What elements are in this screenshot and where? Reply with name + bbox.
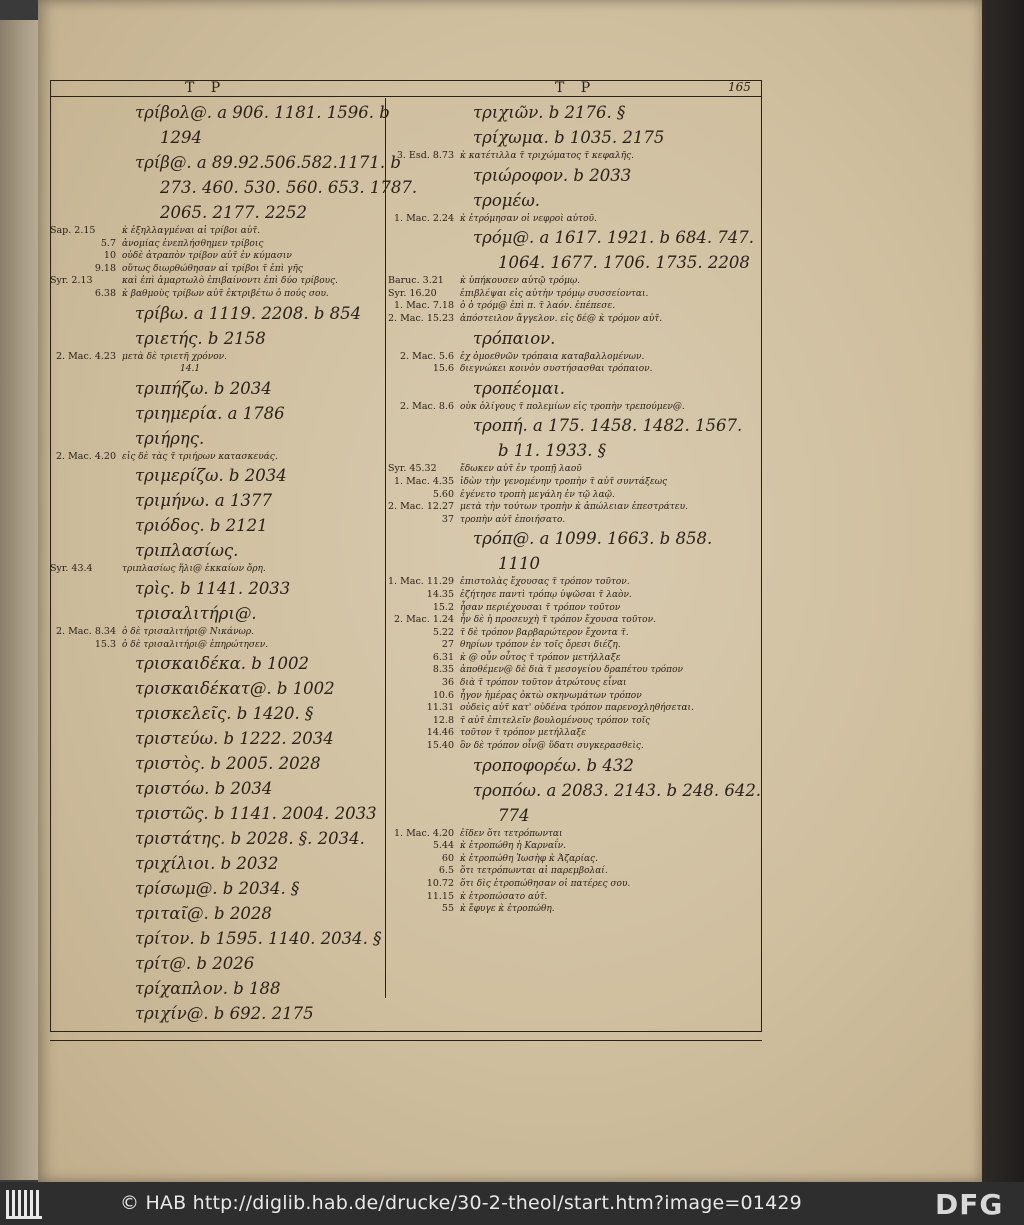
citation-text: θηρίων τρόπον ἐν τοῖς ὄρεσι διέζη. (460, 640, 621, 651)
index-headword (50, 851, 390, 876)
index-headword (50, 801, 390, 826)
citation-text: οὐδὲ ἀτραπὸν τρίβον αὐτ̃ ἐν κύμασιν (122, 251, 292, 262)
citation-reference: 55 (441, 903, 454, 915)
citation-reference: 15.2 (432, 601, 454, 613)
index-headword (388, 753, 728, 778)
citation-line (388, 602, 728, 615)
citation-line (388, 275, 728, 288)
index-headword (50, 125, 390, 150)
citation-line (388, 489, 728, 502)
citation-text: τροπὴν αὐτ̃ ἐποιήσατο. (460, 514, 566, 525)
citation-reference: 5.22 (432, 626, 454, 638)
index-headword (388, 100, 728, 125)
citation-reference: 6.38 (94, 287, 116, 299)
citation-reference: 11.15 (426, 890, 454, 902)
citation-line (388, 840, 728, 853)
citation-reference: 2. Mac. 1.24 (394, 614, 454, 626)
index-headword (50, 401, 390, 426)
index-headword (50, 826, 390, 851)
index-headword (50, 951, 390, 976)
headword-text: τριχίλιοι. b 2032 (135, 854, 279, 874)
headword-text: τριμήνω. a 1377 (135, 491, 272, 511)
citation-reference: 1. Mac. 11.29 (388, 576, 455, 588)
citation-reference: 3. Esd. 8.73 (396, 150, 454, 161)
headword-text: τριήρης. (135, 428, 205, 448)
headword-text: τρισκελεῖς. b 1420. § (135, 704, 314, 724)
citation-reference: 2. Mac. 8.6 (400, 400, 454, 412)
citation-text: ἦν δὲ ἡ προσευχὴ τ̃ τρόπον ἔχουσα τοῦτον. (460, 615, 656, 626)
citation-reference: 2. Mac. 12.27 (388, 501, 455, 513)
index-headword (388, 125, 728, 150)
citation-text: ἐζήτησε παντὶ τρόπῳ ὑψῶσαι τ̃ λαὸν. (460, 589, 632, 600)
headword-text: τρισαλιτήρι@. (135, 603, 257, 623)
book-edge (982, 0, 1024, 1182)
index-headword (388, 163, 728, 188)
index-headword (50, 376, 390, 401)
headword-text: τριώροφον. b 2033 (473, 165, 632, 185)
headword-text: 1294 (160, 128, 202, 147)
citation-line (388, 514, 728, 527)
citation-reference: 5.44 (432, 840, 454, 852)
running-head-left: T P (185, 80, 227, 96)
headword-text: 1110 (498, 554, 540, 574)
index-headword (50, 463, 390, 488)
citation-text: οὐκ ὀλίγους τ̃ πολεμίων εἰς τροπὴν τρεπούμεν@. (460, 401, 685, 412)
citation-line (388, 288, 728, 301)
headword-text: τριστῶς. b 1141. 2004. 2033 (135, 804, 377, 824)
copyright-url[interactable]: © HAB http://diglib.hab.de/drucke/30-2-theol/start.htm?image=01429 (120, 1192, 802, 1214)
index-headword (388, 526, 728, 551)
citation-text: εἰς δὲ τὰς τ̃ τριήρων κατασκευάς. (122, 451, 278, 462)
citation-line (388, 853, 728, 866)
index-headword (50, 175, 418, 200)
index-headword (50, 150, 401, 175)
citation-line (50, 626, 390, 639)
citation-text: τ̃ αὐτ̃ ἐπιτελεῖν βουλομένους τρόπον τοῖς (460, 715, 651, 726)
index-headword (50, 513, 390, 538)
citation-text: κ̀ ὑπήκουσεν αὐτῷ τρόμῳ. (460, 276, 581, 287)
index-headword (50, 776, 390, 801)
headword-text: 1064. 1677. 1706. 1735. 2208 (498, 253, 750, 273)
citation-text: οὕτως διωρθώθησαν αἱ τρίβοι τ̃ ἐπὶ γῆς (122, 263, 303, 274)
index-headword (50, 976, 390, 1001)
citation-text: 14.1 (180, 364, 201, 375)
citation-reference: 12.8 (432, 714, 454, 726)
citation-reference: Syr. 16.20 (388, 287, 437, 299)
citation-text: ἰδὼν τὴν γενομένην τροπὴν τ̃ αὐτ̃ συντάξεως (460, 476, 668, 487)
citation-reference: 14.35 (426, 588, 454, 600)
citation-line (388, 213, 728, 226)
index-headword (388, 376, 728, 401)
headword-text: τρομέω. (473, 190, 541, 210)
page-number: 165 (728, 80, 751, 94)
citation-text: τοῦτον τ̃ τρόπον μετήλλαξε (460, 728, 587, 739)
citation-line (50, 639, 390, 652)
citation-line (388, 300, 728, 313)
index-headword (50, 200, 390, 225)
citation-text: τ̃ δὲ τρόπον βαρβαρώτερον ἔχοντα τ̃. (460, 627, 629, 638)
citation-line (388, 652, 728, 665)
citation-reference: 2. Mac. 8.34 (56, 625, 116, 637)
index-headword (50, 901, 390, 926)
citation-text: κ̀ ἐτροπώσατο αὐτ̃. (460, 891, 548, 902)
headword-text: τρόπ@. a 1099. 1663. b 858. (473, 529, 713, 549)
citation-text: ἦσαν περιέχουσαι τ̃ τρόπον τοῦτον (460, 602, 621, 613)
citation-line (388, 677, 728, 690)
citation-reference: 14.46 (426, 727, 454, 739)
citation-text: ὃν δὲ τρόπον οἶν@ ὕδατι συγκερασθεὶς. (460, 741, 644, 752)
index-headword (388, 438, 728, 463)
index-headword (50, 926, 390, 951)
citation-text: ὅτι δὶς ἐτροπώθησαν οἱ πατέρες σου. (460, 879, 631, 889)
citation-line (388, 150, 728, 163)
index-headword (50, 1001, 390, 1026)
headword-text: 2065. 2177. 2252 (160, 203, 307, 222)
citation-reference: 15.6 (432, 363, 454, 375)
citation-text: ὁ δὲ τρισαλιτήρι@ Νικάνωρ. (122, 626, 255, 637)
headword-text: b 11. 1933. § (498, 441, 607, 461)
index-headword (50, 876, 390, 901)
citation-reference: Syr. 2.13 (50, 275, 93, 287)
index-headword (50, 676, 390, 701)
citation-line (388, 463, 728, 476)
citation-reference: 10 (103, 250, 116, 262)
headword-text: τροποφορέω. b 432 (473, 755, 634, 775)
headword-text: τρίβολ@. a 906. 1181. 1596. b (135, 103, 390, 122)
citation-line (388, 576, 728, 589)
headword-text: τριχιῶν. b 2176. § (473, 103, 626, 122)
index-headword (50, 651, 390, 676)
headword-text: τριταῖ@. b 2028 (135, 904, 272, 924)
citation-reference: 27 (441, 639, 454, 651)
citation-text: διὰ τ̃ τρόπον τοῦτον ἀτρώτους εἶναι (460, 678, 627, 689)
citation-text: καὶ ἐπὶ ἁμαρτωλὸ ἐπιβαίνοντι ἐπὶ δύο τρίβους. (122, 276, 339, 287)
citation-reference: 1. Mac. 4.35 (394, 475, 454, 487)
citation-reference: 60 (441, 852, 454, 864)
citation-line (388, 878, 728, 891)
citation-line (388, 740, 728, 753)
headword-text: τρισκαιδέκα. b 1002 (135, 654, 310, 674)
bottom-rule (50, 1040, 762, 1041)
index-headword (388, 551, 728, 576)
citation-line (388, 351, 728, 364)
citation-line (388, 639, 728, 652)
headword-text: τριστόω. b 2034 (135, 779, 273, 799)
citation-reference: Sap. 2.15 (50, 225, 96, 236)
citation-line (50, 288, 390, 301)
index-headword (50, 726, 390, 751)
citation-reference: 2. Mac. 4.20 (56, 450, 116, 462)
index-headword (50, 601, 390, 626)
index-headword (50, 488, 390, 513)
citation-reference: 15.40 (426, 740, 454, 752)
index-headword (50, 326, 390, 351)
citation-text: ἀπόστειλον ἄγγελον. εἰς δέ@ κ̀ τρόμον αὐτ̃. (460, 313, 663, 324)
citation-line (50, 351, 390, 364)
footer-bar (0, 1182, 1024, 1225)
citation-line (388, 501, 728, 514)
citation-line (50, 250, 390, 263)
citation-reference: 5.7 (100, 237, 116, 249)
citation-text: ἀνομίας ἐνεπλήσθημεν τρίβοις (122, 238, 264, 249)
index-headword (50, 100, 390, 125)
headword-text: τριμερίζω. b 2034 (135, 466, 287, 486)
citation-reference: 1. Mac. 4.20 (394, 827, 454, 839)
citation-line (50, 263, 390, 276)
index-headword (388, 225, 755, 250)
citation-reference: 36 (441, 677, 454, 689)
headword-text: τριστεύω. b 1222. 2034 (135, 729, 334, 749)
index-headword (50, 426, 390, 451)
headword-text: τριστάτης. b 2028. §. 2034. (135, 829, 365, 849)
citation-line (388, 903, 728, 916)
citation-text: κ̀ ἐτρόμησαν οἱ νεφροὶ αὐτοῦ. (460, 213, 597, 224)
citation-line (388, 865, 728, 878)
citation-text: ὁ ὁ τρόμ@ ἐπὶ π. τ̃ λαόν. ἐπέπεσε. (460, 301, 616, 312)
citation-line (388, 715, 728, 728)
citation-line (388, 589, 728, 602)
headword-text: τρίσωμ@. b 2034. § (135, 879, 300, 899)
index-headword (388, 413, 743, 438)
index-headword (388, 803, 728, 828)
headword-text: τριπλασίως. (135, 541, 239, 561)
index-headword (50, 751, 390, 776)
headword-text: τροπόω. a 2083. 2143. b 248. 642. (473, 780, 762, 800)
citation-reference: 10.72 (426, 878, 454, 889)
citation-reference: 15.3 (94, 638, 116, 650)
citation-reference: 6.5 (438, 865, 454, 877)
citation-line (388, 401, 728, 414)
citation-reference: Syr. 45.32 (388, 463, 437, 475)
citation-text: κ̀ βαθμοὺς τρίβων αὐτ̃ ἐκτριβέτω ὁ πούς σου. (122, 288, 329, 299)
citation-line (50, 225, 390, 238)
citation-text: ὅτι τετρόπωνται αἱ παρεμβολαί. (460, 866, 608, 877)
citation-reference: 2. Mac. 15.23 (388, 312, 455, 324)
headword-text: τριόδος. b 2121 (135, 516, 268, 536)
citation-text: οὐδεὶς αὐτ̃ κατ' οὐδένα τρόπον παρενοχληθήσεται. (460, 703, 694, 714)
citation-reference: 2. Mac. 4.23 (56, 350, 116, 362)
headword-text: τρόπαιον. (473, 328, 556, 348)
citation-text: κ̀ ἐξηλλαγμέναι αἱ τρίβοι αὐτ̃. (122, 226, 261, 236)
citation-reference: 37 (441, 513, 454, 525)
headword-text: τριετής. b 2158 (135, 328, 266, 348)
index-headword (388, 250, 750, 275)
index-headword (50, 301, 390, 326)
citation-line (50, 451, 390, 464)
citation-text: ἔδωκεν αὐτ̃ ἐν τροπῇ λαοῦ (460, 464, 582, 475)
citation-line (388, 664, 728, 677)
citation-text: μετὰ τὴν τούτων τροπὴν κ̀ ἀπώλειαν ἐπεστράτευ. (460, 502, 688, 513)
citation-text: διεγνώκει κοινὸν συστήσασθαι τρόπαιον. (460, 364, 653, 375)
headword-text: τρίβ@. a 89.92.506.582.1171. b (135, 153, 401, 172)
citation-line (388, 363, 728, 376)
index-headword (388, 778, 762, 803)
headword-text: τρόμ@. a 1617. 1921. b 684. 747. (473, 228, 755, 248)
citation-text: κ̀ ἐτροπώθη Ἰωσὴφ κ̀ Ἀζαρίας. (460, 853, 598, 864)
citation-reference: 1. Mac. 2.24 (394, 212, 454, 224)
index-headword (388, 326, 728, 351)
citation-reference: 8.35 (432, 664, 454, 676)
dfg-logo[interactable]: DFG (935, 1188, 1004, 1221)
headword-text: τρίχαπλον. b 188 (135, 979, 281, 999)
citation-line (388, 614, 728, 627)
citation-text: ἦγον ἡμέρας ὀκτὼ σκηνωμάτων τρόπον (460, 690, 642, 701)
citation-reference: 1. Mac. 7.18 (394, 300, 454, 312)
citation-reference: 5.60 (432, 488, 454, 500)
citation-text: ἐῖδεν ὅτι τετρόπωνται (460, 828, 563, 839)
index-headword (50, 538, 390, 563)
citation-line (388, 476, 728, 489)
citation-text: μετὰ δὲ τριετῆ χρόνον. (122, 351, 227, 362)
citation-reference: 11.31 (426, 702, 454, 714)
headword-text: τρισκαιδέκατ@. b 1002 (135, 679, 335, 699)
citation-line (50, 563, 390, 576)
headword-text: 774 (498, 805, 530, 825)
citation-text: ἐχ ὁμοεθνῶν τρόπαια καταβαλλομένων. (460, 351, 645, 362)
citation-text: ἐγένετο τροπὴ μεγάλη ἐν τῷ λαῷ. (460, 489, 615, 500)
citation-line (388, 313, 728, 326)
right-column (388, 100, 762, 916)
headword-text: τρίτον. b 1595. 1140. 2034. § (135, 929, 382, 949)
headword-text: τριστὸς. b 2005. 2028 (135, 754, 321, 774)
citation-text: ἐπιστολὰς ἔχουσας τ̃ τρόπον τοῦτον. (460, 577, 630, 588)
citation-line (388, 891, 728, 904)
headword-text: τροπή. a 175. 1458. 1482. 1567. (473, 416, 743, 436)
index-headword (50, 576, 390, 601)
citation-line (388, 828, 728, 841)
headword-text: τριχίν@. b 692. 2175 (135, 1004, 314, 1024)
citation-text: κ̀ ἔφυγε κ̀ ἐτροπώθη. (460, 904, 555, 915)
running-head-right: T P (555, 80, 597, 96)
headword-text: τρίτ@. b 2026 (135, 954, 255, 974)
headword-text: τρίβω. a 1119. 2208. b 854 (135, 303, 362, 323)
citation-text: κ̀ @ οὖν οὗτος τ̃ τρόπον μετήλλαξε (460, 652, 621, 663)
citation-line (50, 275, 390, 288)
citation-text: τριπλασίως ἥλι@ ἐκκαίων ὄρη. (122, 564, 266, 575)
citation-line (388, 627, 728, 640)
citation-line (388, 690, 728, 703)
citation-reference: 9.18 (94, 262, 116, 274)
citation-text: ἀποθέμεν@ δὲ διὰ τ̃ μεσογείου δραπέτου τρόπον (460, 665, 683, 676)
index-headword (50, 701, 390, 726)
headword-text: τριημερία. a 1786 (135, 403, 285, 423)
citation-reference: 6.31 (432, 651, 454, 663)
headword-text: τριπήζω. b 2034 (135, 378, 272, 398)
citation-reference: Syr. 43.4 (50, 563, 93, 575)
citation-text: ὁ δὲ τρισαλιτήρι@ ἐπηρώτησεν. (122, 639, 269, 650)
citation-text: κ̀ κατέτιλλα τ̃ τριχώματος τ̃ κεφαλῆς. (460, 151, 635, 161)
citation-reference: Baruc. 3.21 (388, 275, 444, 287)
citation-reference: 10.6 (432, 689, 454, 701)
citation-line (388, 702, 728, 715)
citation-reference: 2. Mac. 5.6 (400, 350, 454, 362)
citation-line (388, 727, 728, 740)
headword-text: 273. 460. 530. 560. 653. 1787. (160, 178, 418, 197)
citation-line (50, 363, 390, 376)
hab-logo-icon[interactable] (6, 1190, 42, 1219)
citation-text: ἐπιβλέψαι εἰς αὐτὴν τρόμῳ συσσείονται. (460, 288, 649, 299)
headword-text: τρίχωμα. b 1035. 2175 (473, 128, 665, 147)
headword-text: τροπέομαι. (473, 378, 565, 398)
citation-text: κ̀ ἐτροπώθη ἡ Καρναΐν. (460, 841, 566, 852)
citation-line (50, 238, 390, 251)
previous-page-edge (0, 20, 38, 1180)
index-headword (388, 188, 728, 213)
headword-text: τρὶς. b 1141. 2033 (135, 578, 291, 598)
